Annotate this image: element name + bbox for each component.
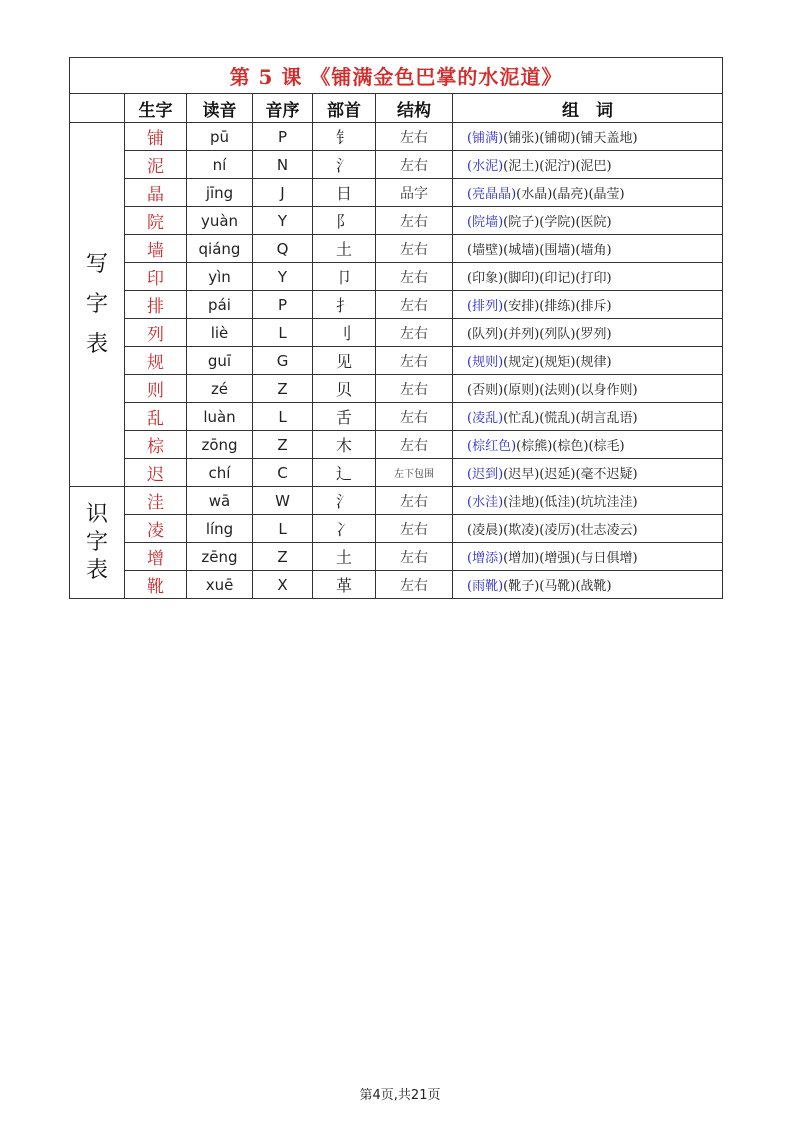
radical-cell: 革 [313, 571, 376, 599]
header-words: 组 词 [453, 94, 723, 123]
highlighted-word: (增添) [467, 551, 504, 566]
pinyin-cell: guī [187, 347, 253, 375]
table-row [70, 263, 723, 291]
words-cell [453, 403, 723, 431]
section-recognize-table [70, 487, 125, 599]
table-row [70, 319, 723, 347]
highlighted-word: (铺满) [467, 131, 504, 146]
radical-cell: 氵 [313, 151, 376, 179]
structure-cell: 左右 [376, 431, 453, 459]
table-row [70, 151, 723, 179]
structure-cell: 左右 [376, 291, 453, 319]
structure-cell: 左右 [376, 263, 453, 291]
radical-cell: 卩 [313, 263, 376, 291]
other-words: (墙壁)(城墙)(围墙)(墙角) [467, 243, 612, 258]
words-cell [453, 487, 723, 515]
other-words: (棕熊)(棕色)(棕毛) [516, 439, 625, 454]
char-cell: 则 [125, 375, 187, 403]
other-words: (规定)(规矩)(规律) [503, 355, 612, 370]
words-cell [453, 179, 723, 207]
pinyin-cell: zēng [187, 543, 253, 571]
other-words: (队列)(并列)(列队)(罗列) [467, 327, 612, 342]
char-cell: 列 [125, 319, 187, 347]
initial-cell: J [253, 179, 313, 207]
section-label-char: 字 [85, 529, 108, 555]
char-cell: 晶 [125, 179, 187, 207]
structure-cell: 左下包围 [376, 459, 453, 487]
pinyin-cell: liè [187, 319, 253, 347]
initial-cell: P [253, 123, 313, 151]
section-label-char: 表 [85, 331, 108, 357]
initial-cell: W [253, 487, 313, 515]
radical-cell: 阝 [313, 207, 376, 235]
radical-cell: 扌 [313, 291, 376, 319]
structure-cell: 左右 [376, 571, 453, 599]
highlighted-word: (水泥) [467, 159, 504, 174]
highlighted-word: (亮晶晶) [467, 187, 517, 202]
structure-cell: 左右 [376, 151, 453, 179]
initial-cell: L [253, 319, 313, 347]
table-row [70, 207, 723, 235]
table-row [70, 571, 723, 599]
header-pinyin: 读音 [187, 94, 253, 123]
char-cell: 印 [125, 263, 187, 291]
structure-cell: 左右 [376, 235, 453, 263]
char-cell: 院 [125, 207, 187, 235]
char-cell: 泥 [125, 151, 187, 179]
char-cell: 棕 [125, 431, 187, 459]
other-words: (印象)(脚印)(印记)(打印) [467, 271, 612, 286]
initial-cell: P [253, 291, 313, 319]
table-row [70, 487, 723, 515]
highlighted-word: (迟到) [467, 467, 504, 482]
table-row [70, 347, 723, 375]
other-words: (靴子)(马靴)(战靴) [503, 579, 612, 594]
words-cell [453, 347, 723, 375]
structure-cell: 左右 [376, 487, 453, 515]
header-radical: 部首 [313, 94, 376, 123]
char-cell: 洼 [125, 487, 187, 515]
radical-cell: 辶 [313, 459, 376, 487]
header-char: 生字 [125, 94, 187, 123]
highlighted-word: (水洼) [467, 495, 504, 510]
table-row [70, 431, 723, 459]
words-cell [453, 515, 723, 543]
initial-cell: Q [253, 235, 313, 263]
radical-cell: 钅 [313, 123, 376, 151]
initial-cell: Z [253, 543, 313, 571]
header-row [70, 94, 723, 123]
words-cell [453, 319, 723, 347]
other-words: (忙乱)(慌乱)(胡言乱语) [503, 411, 638, 426]
char-cell: 规 [125, 347, 187, 375]
pinyin-cell: zé [187, 375, 253, 403]
radical-cell: 舌 [313, 403, 376, 431]
section-label-char: 表 [85, 557, 108, 583]
structure-cell: 左右 [376, 207, 453, 235]
highlighted-word: (棕红色) [467, 439, 517, 454]
table-row [70, 459, 723, 487]
pinyin-cell: ní [187, 151, 253, 179]
words-cell [453, 151, 723, 179]
other-words: (泥土)(泥泞)(泥巴) [503, 159, 612, 174]
structure-cell: 品字 [376, 179, 453, 207]
structure-cell: 左右 [376, 515, 453, 543]
other-words: (洼地)(低洼)(坑坑洼洼) [503, 495, 638, 510]
words-cell [453, 459, 723, 487]
words-cell [453, 263, 723, 291]
header-blank [70, 94, 125, 123]
pinyin-cell: luàn [187, 403, 253, 431]
initial-cell: L [253, 515, 313, 543]
words-cell [453, 571, 723, 599]
radical-cell: 日 [313, 179, 376, 207]
radical-cell: 氵 [313, 487, 376, 515]
table-row [70, 515, 723, 543]
pinyin-cell: jīng [187, 179, 253, 207]
radical-cell: 冫 [313, 515, 376, 543]
pinyin-cell: wā [187, 487, 253, 515]
words-cell [453, 207, 723, 235]
char-cell: 凌 [125, 515, 187, 543]
initial-cell: N [253, 151, 313, 179]
table-row [70, 179, 723, 207]
section-label-char: 写 [85, 251, 108, 277]
radical-cell: 贝 [313, 375, 376, 403]
highlighted-word: (排列) [467, 299, 504, 314]
section-label-char: 字 [85, 291, 108, 317]
vocabulary-table [69, 57, 723, 599]
words-cell [453, 375, 723, 403]
pinyin-cell: yuàn [187, 207, 253, 235]
other-words: (增加)(增强)(与日俱增) [503, 551, 638, 566]
words-cell [453, 431, 723, 459]
table-row [70, 403, 723, 431]
structure-cell: 左右 [376, 347, 453, 375]
pinyin-cell: zōng [187, 431, 253, 459]
lesson-title: 第 5 课 《铺满金色巴掌的水泥道》 [70, 58, 723, 94]
char-cell: 乱 [125, 403, 187, 431]
other-words: (安排)(排练)(排斥) [503, 299, 612, 314]
initial-cell: C [253, 459, 313, 487]
table-row [70, 543, 723, 571]
section-label-char: 识 [85, 501, 108, 527]
pinyin-cell: pái [187, 291, 253, 319]
words-cell [453, 543, 723, 571]
pinyin-cell: qiáng [187, 235, 253, 263]
table-row [70, 375, 723, 403]
structure-cell: 左右 [376, 123, 453, 151]
words-cell [453, 291, 723, 319]
page-footer: 第4页,共21页 [359, 1088, 441, 1103]
char-cell: 铺 [125, 123, 187, 151]
header-structure: 结构 [376, 94, 453, 123]
highlighted-word: (院墙) [467, 215, 504, 230]
radical-cell: 土 [313, 235, 376, 263]
table-row [70, 235, 723, 263]
initial-cell: G [253, 347, 313, 375]
section-write-table [70, 123, 125, 487]
highlighted-word: (规则) [467, 355, 504, 370]
other-words: (迟早)(迟延)(毫不迟疑) [503, 467, 638, 482]
header-initial: 音序 [253, 94, 313, 123]
char-cell: 墙 [125, 235, 187, 263]
char-cell: 增 [125, 543, 187, 571]
table-row [70, 291, 723, 319]
structure-cell: 左右 [376, 319, 453, 347]
char-cell: 靴 [125, 571, 187, 599]
words-cell [453, 123, 723, 151]
initial-cell: X [253, 571, 313, 599]
structure-cell: 左右 [376, 543, 453, 571]
char-cell: 迟 [125, 459, 187, 487]
other-words: (水晶)(晶亮)(晶莹) [516, 187, 625, 202]
other-words: (否则)(原则)(法则)(以身作则) [467, 383, 638, 398]
pinyin-cell: xuē [187, 571, 253, 599]
table-row [70, 123, 723, 151]
radical-cell: 刂 [313, 319, 376, 347]
pinyin-cell: pū [187, 123, 253, 151]
other-words: (铺张)(铺砌)(铺天盖地) [503, 131, 638, 146]
words-cell [453, 235, 723, 263]
initial-cell: Z [253, 375, 313, 403]
radical-cell: 见 [313, 347, 376, 375]
pinyin-cell: chí [187, 459, 253, 487]
pinyin-cell: yìn [187, 263, 253, 291]
highlighted-word: (凌乱) [467, 411, 504, 426]
other-words: (凌晨)(欺凌)(凌厉)(壮志凌云) [467, 523, 638, 538]
initial-cell: Z [253, 431, 313, 459]
initial-cell: Y [253, 263, 313, 291]
structure-cell: 左右 [376, 403, 453, 431]
char-cell: 排 [125, 291, 187, 319]
radical-cell: 土 [313, 543, 376, 571]
pinyin-cell: líng [187, 515, 253, 543]
structure-cell: 左右 [376, 375, 453, 403]
initial-cell: Y [253, 207, 313, 235]
highlighted-word: (雨靴) [467, 579, 504, 594]
radical-cell: 木 [313, 431, 376, 459]
initial-cell: L [253, 403, 313, 431]
other-words: (院子)(学院)(医院) [503, 215, 612, 230]
